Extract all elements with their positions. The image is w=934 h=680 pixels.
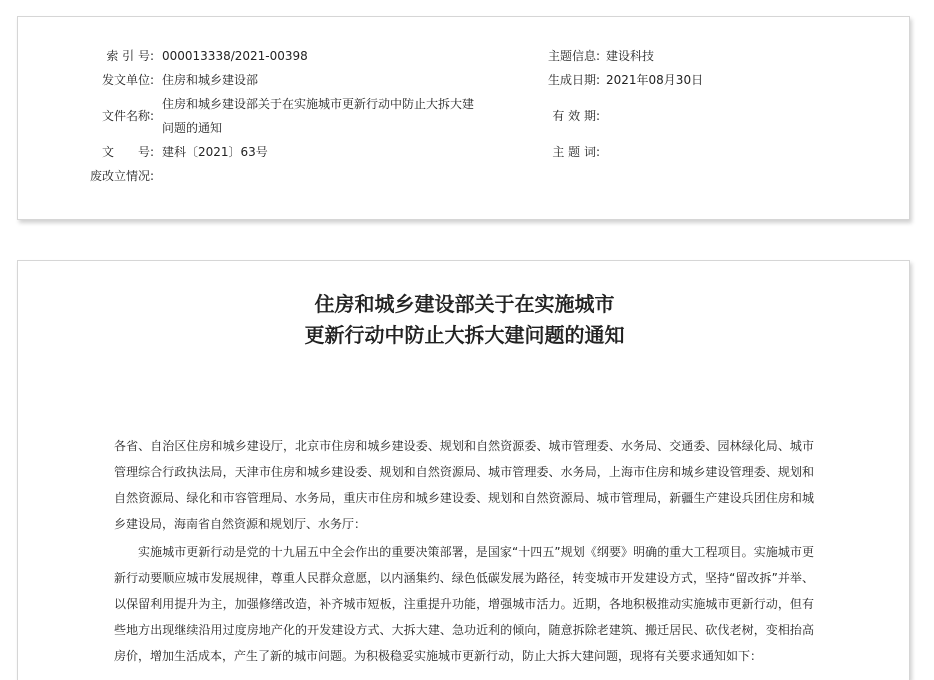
validity-label: 有 效 期: xyxy=(552,109,600,123)
document-title xyxy=(18,289,911,351)
filename-label: 文件名称: xyxy=(101,109,154,123)
document-metadata-panel xyxy=(17,16,910,220)
salutation-paragraph: 各省、自治区住房和城乡建设厅，北京市住房和城乡建设委、规划和自然资源委、城市管理委、水务局、交通委、园林绿化局、城市管理综合行政执法局，天津市住房和城乡建设委、规划和自然资源局、城市管理委、水务局，上海市住房和城乡建设管理委、规划和自然资源局、绿化和市容管理局、水务局，重庆市住房和城乡建设委、规划和自然资源局、城市管理局，新疆生产建设兵团住房和城乡建设局，海南省自然资源和规划厅、水务厅： xyxy=(114,439,814,531)
topic-label: 主题信息: xyxy=(547,49,600,63)
filename-value: 住房和城乡建设部关于在实施城市更新行动中防止大拆大建问题的通知 xyxy=(162,97,475,135)
body-paragraph-1: 实施城市更新行动是党的十九届五中全会作出的重要决策部署，是国家“十四五”规划《纲要》明确的重大工程项目。实施城市更新行动要顺应城市发展规律，尊重人民群众意愿，以内涵集约、绿色低碳发展为路径，转变城市开发建设方式，坚持“留改拆”并举、以保留利用提升为主，加强修缮改造，补齐城市短板，注重提升功能，增强城市活力。近期，各地积极推动实施城市更新行动，但有些地方出现继续沿用过度房地产化的开发建设方式、大拆大建、急功近利的倾向，随意拆除老建筑、搬迁居民、砍伐老树，变相抬高房价，增加生活成本，产生了新的城市问题。为积极稳妥实施城市更新行动，防止大拆大建问题，现将有关要求通知如下： xyxy=(114,545,814,663)
title-line-2: 更新行动中防止大拆大建问题的通知 xyxy=(304,323,625,347)
keywords-label: 主 题 词: xyxy=(552,145,600,159)
title-line-1: 住房和城乡建设部关于在实施城市 xyxy=(314,292,615,316)
document-number-label: 文 号: xyxy=(101,145,154,159)
generation-date-label: 生成日期: xyxy=(547,73,600,87)
index-number-label: 索 引 号: xyxy=(106,49,154,63)
index-number-value: 000013338/2021-00398 xyxy=(162,49,308,63)
document-number-value: 建科〔2021〕63号 xyxy=(162,145,268,159)
abolish-status-label: 废改立情况: xyxy=(89,169,154,183)
document-content-panel xyxy=(17,260,910,680)
generation-date-value: 2021年08月30日 xyxy=(606,73,704,87)
issuer-value: 住房和城乡建设部 xyxy=(162,73,259,87)
topic-value: 建设科技 xyxy=(606,49,655,63)
issuer-label: 发文单位: xyxy=(101,73,154,87)
